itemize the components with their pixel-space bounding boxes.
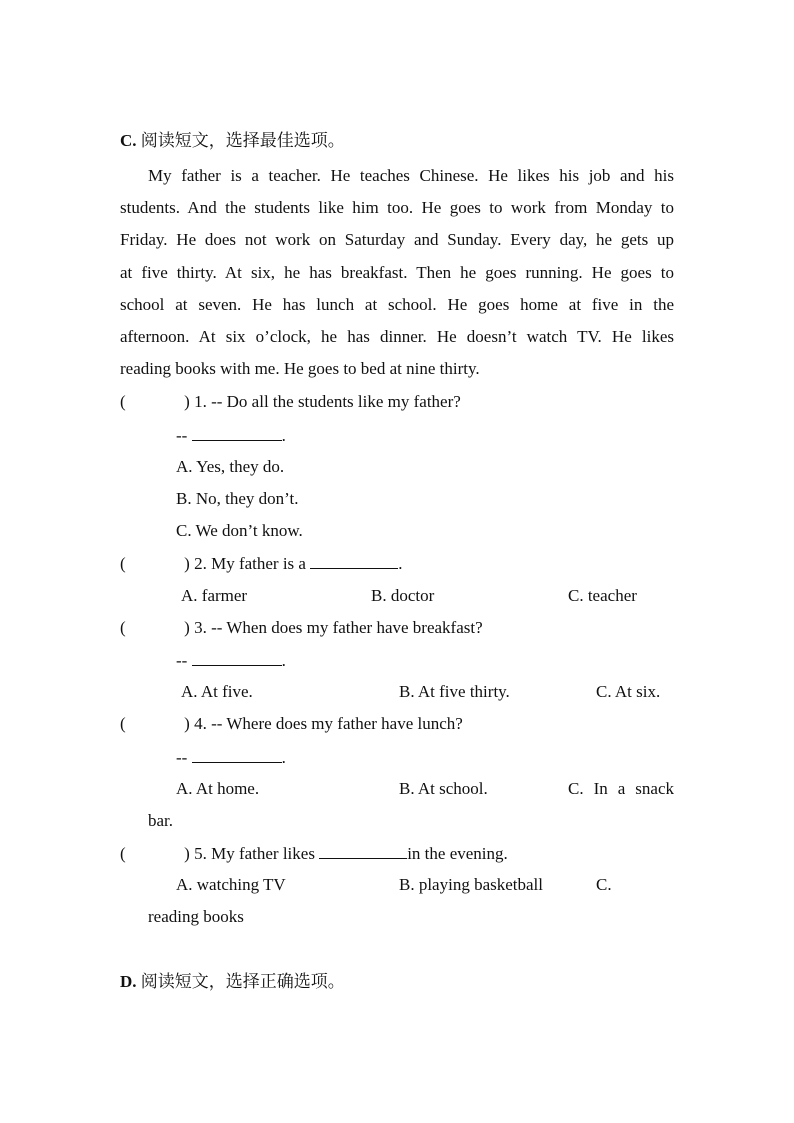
- stem-suffix: .: [398, 554, 403, 573]
- section-c-heading: [120, 130, 345, 152]
- question-stem: ) 1. -- Do all the students like my father?: [184, 392, 461, 411]
- passage-line: Friday. He does not work on Saturday and Sunday. Every day, he gets up: [120, 230, 674, 249]
- option-a: A. watching TV: [176, 875, 286, 894]
- answer-period: .: [281, 748, 286, 767]
- option-b: B. At five thirty.: [399, 682, 510, 701]
- answer-paren-open: (: [120, 392, 126, 411]
- option-b: B. playing basketball: [399, 875, 544, 894]
- answer-line: [176, 424, 286, 447]
- answer-line: [176, 649, 286, 672]
- stem-suffix: in the evening.: [407, 844, 508, 863]
- option-a: A. At home.: [176, 779, 260, 798]
- passage-line: students. And the students like him too. He goes to work from Monday to: [120, 198, 674, 217]
- answer-blank[interactable]: [192, 649, 282, 666]
- question-4: [120, 713, 463, 735]
- answer-period: .: [281, 426, 286, 445]
- question-1: [120, 391, 461, 413]
- question-3: [120, 617, 483, 639]
- answer-dashes: --: [176, 748, 188, 767]
- option-b: B. At school.: [399, 779, 488, 798]
- answer-period: .: [281, 651, 286, 670]
- answer-paren-open: (: [120, 618, 126, 637]
- answer-line: [176, 746, 286, 769]
- option-c-continued: reading books: [148, 907, 244, 926]
- option-c-continued: bar.: [148, 811, 174, 830]
- answer-blank[interactable]: [192, 424, 282, 441]
- question-stem: ) 3. -- When does my father have breakfast?: [184, 618, 483, 637]
- option-b: B. No, they don’t.: [176, 489, 299, 508]
- answer-dashes: --: [176, 651, 188, 670]
- section-d-letter: D.: [120, 972, 137, 991]
- option-c: C. We don’t know.: [176, 521, 303, 540]
- option-c: C. teacher: [568, 586, 637, 605]
- passage-line: My father is a teacher. He teaches Chinese. He likes his job and his: [148, 166, 674, 185]
- answer-blank[interactable]: [310, 552, 398, 569]
- passage-line: reading books with me. He goes to bed at nine thirty.: [120, 359, 480, 378]
- answer-paren-open: (: [120, 844, 126, 863]
- answer-dashes: --: [176, 426, 188, 445]
- option-a: A. farmer: [181, 586, 248, 605]
- option-c: C. At six.: [596, 682, 661, 701]
- passage-line: school at seven. He has lunch at school. He goes home at five in the: [120, 295, 674, 314]
- answer-blank[interactable]: [192, 746, 282, 763]
- question-stem: ) 2. My father is a: [184, 554, 306, 573]
- question-5: [120, 842, 508, 865]
- answer-paren-open: (: [120, 714, 126, 733]
- option-b: B. doctor: [371, 586, 435, 605]
- section-d-instruction: 阅读短文，选择正确选项。: [140, 972, 345, 991]
- option-a: A. Yes, they do.: [176, 457, 285, 476]
- answer-blank[interactable]: [319, 842, 407, 859]
- passage-line: afternoon. At six o’clock, he has dinner. He doesn’t watch TV. He likes: [120, 327, 674, 346]
- question-stem: ) 5. My father likes: [184, 844, 315, 863]
- option-c: C. In a snack: [568, 779, 674, 798]
- option-c: C.: [596, 875, 612, 894]
- passage-line: at five thirty. At six, he has breakfast. Then he goes running. He goes to: [120, 263, 674, 282]
- section-c-letter: C.: [120, 131, 137, 150]
- section-c-instruction: 阅读短文，选择最佳选项。: [140, 131, 345, 150]
- section-d-heading: [120, 971, 345, 993]
- option-a: A. At five.: [181, 682, 253, 701]
- question-stem: ) 4. -- Where does my father have lunch?: [184, 714, 463, 733]
- answer-paren-open: (: [120, 554, 126, 573]
- question-2: [120, 552, 402, 575]
